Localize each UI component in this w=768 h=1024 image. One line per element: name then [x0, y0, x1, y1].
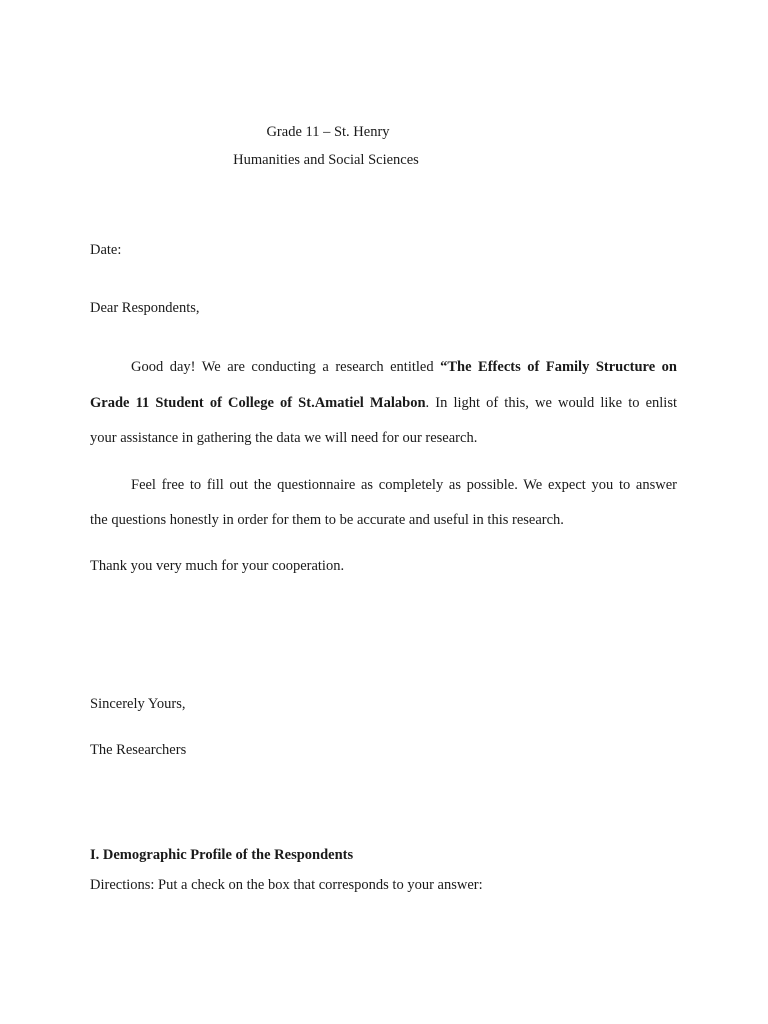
date-label: Date: [90, 242, 122, 258]
paragraph-1-continuation: . In light of this, we would like to enlist [425, 395, 677, 411]
header-line-2: Humanities and Social Sciences [233, 152, 419, 168]
section-directions: Directions: Put a check on the box that corresponds to your answer: [90, 877, 483, 893]
section-title [90, 846, 353, 864]
paragraph-1-intro-text: Good day! We are conducting a research entitled [131, 359, 441, 375]
header-line-1: Grade 11 – St. Henry [266, 124, 390, 140]
section-title-text: I. Demographic Profile of the Respondents [90, 847, 354, 863]
salutation: Dear Respondents, [90, 300, 200, 316]
paragraph-2-line-1: Feel free to fill out the questionnaire as completely as possible. We expect you to answer [131, 477, 677, 493]
closing-line: Sincerely Yours, [90, 696, 186, 712]
paragraph-1-line-3: your assistance in gathering the data we will need for our research. [90, 430, 478, 446]
paragraph-1-line-2 [90, 394, 677, 412]
paragraph-1-title-end: Grade 11 Student of College of St.Amatiel Malabon [90, 395, 426, 411]
signature-line: The Researchers [90, 742, 187, 758]
paragraph-2-line-2: the questions honestly in order for them to be accurate and useful in this research. [90, 512, 564, 528]
thanks-line: Thank you very much for your cooperation. [90, 558, 345, 574]
paragraph-1-line-1 [131, 358, 677, 376]
paragraph-1-title-start: “The Effects of Family Structure on [440, 359, 677, 375]
